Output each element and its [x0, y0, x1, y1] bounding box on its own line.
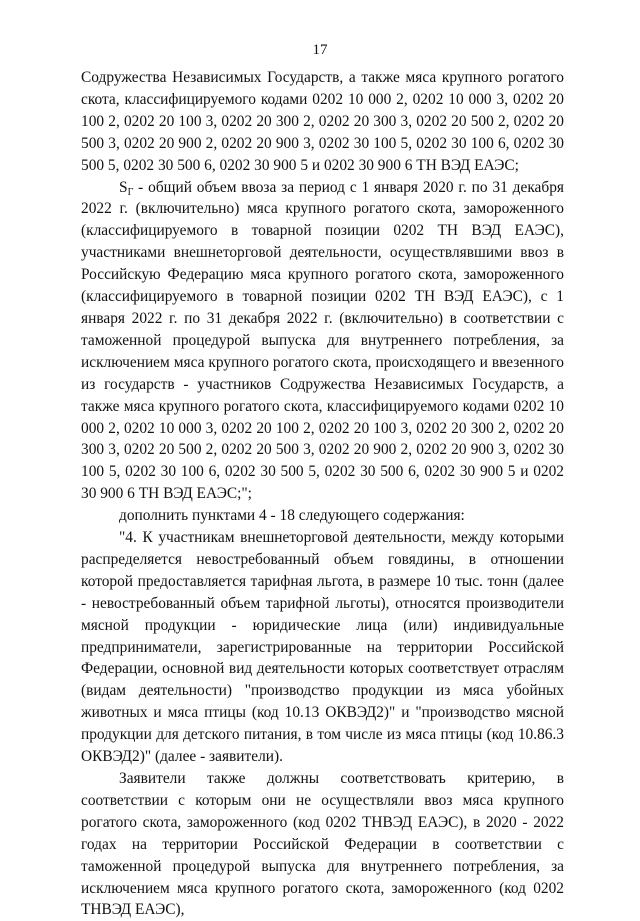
page-number: 17 — [312, 42, 328, 58]
paragraph-amendment-intro: дополнить пунктами 4 - 18 следующего содержания: — [119, 507, 465, 525]
paragraph-total-import-volume-text: - общий объем ввоза за период с 1 января 2020 г. по 31 декабря 2022 г. (включительно) мяса крупного рогатого скота, замороженного (классифицируемого в товарной позиции 0202 ТН ВЭД ЕАЭС), участниками внешнеторговой деятельности, осуществлявшими ввоз в Российскую Федерацию мяса крупного рогатого скота, замороженного (классифицируемого в товарной позиции 0202 ТН ВЭД ЕАЭС), с 1 января 2022 г. по 31 декабря 2022 г. (включительно) в соответствии с таможенной процедурой выпуска для внутреннего потребления, за исключением мяса крупного рогатого скота, происходящего и ввезенного из государств - участников Содружества Независимых Государств, а также мяса крупного рогатого скота, классифицируемого кодами 0202 10 000 2, 0202 10 000 3, 0202 20 100 2, 0202 20 100 3, 0202 20 300 2, 0202 20 300 3, 0202 20 500 2, 0202 20 500 3, 0202 20 900 2, 0202 20 900 3, 0202 30 100 5, 0202 30 100 6, 0202 30 500 5, 0202 30 500 6, 0202 30 900 5 и 0202 30 900 6 ТН ВЭД ЕАЭС;"; — [81, 178, 564, 503]
formula-symbol-s: S — [119, 178, 128, 196]
paragraph-total-import-volume — [81, 177, 564, 506]
document-body — [81, 67, 564, 921]
paragraph-cis-codes-continuation: Содружества Независимых Государств, а также мяса крупного рогатого скота, классифицируемого кодами 0202 10 000 2, 0202 10 000 3, 0202 20 100 2, 0202 20 100 3, 0202 20 300 2, 0202 20 300 3, 0202 20 500 2, 0202 20 500 3, 0202 20 900 2, 0202 20 900 3, 0202 30 100 5, 0202 30 100 6, 0202 30 500 5, 0202 30 500 6, 0202 30 900 5 и 0202 30 900 6 ТН ВЭД ЕАЭС; — [81, 69, 564, 174]
paragraph-item-4: "4. К участникам внешнеторговой деятельности, между которыми распределяется невостребованный объем говядины, в отношении которой предоставляется тарифная льгота, в размере 10 тыс. тонн (далее - невостребованный объем тарифной льготы), относятся производители мясной продукции - юридические лица (или) индивидуальные предприниматели, зарегистрированные на территории Российской Федерации, основной вид деятельности которых соответствует отраслям (видам деятельности) "производство продукции из мяса убойных животных и мяса птицы (код 10.13 ОКВЭД2)" и "производство мясной продукции для детского питания, в том числе из мяса птицы (код 10.86.3 ОКВЭД2)" (далее - заявители). — [81, 529, 564, 766]
formula-subscript-g: Г — [127, 186, 134, 198]
paragraph-applicant-criteria: Заявители также должны соответствовать критерию, в соответствии с которым они не осуществляли ввоз мяса крупного рогатого скота, замороженного (код 0202 ТНВЭД ЕАЭС), в 2020 - 2022 годах на территории Российской Федерации в соответствии с таможенной процедурой выпуска для внутреннего потребления, за исключением мяса крупного рогатого скота, замороженного (код 0202 ТНВЭД ЕАЭС), — [81, 770, 564, 919]
